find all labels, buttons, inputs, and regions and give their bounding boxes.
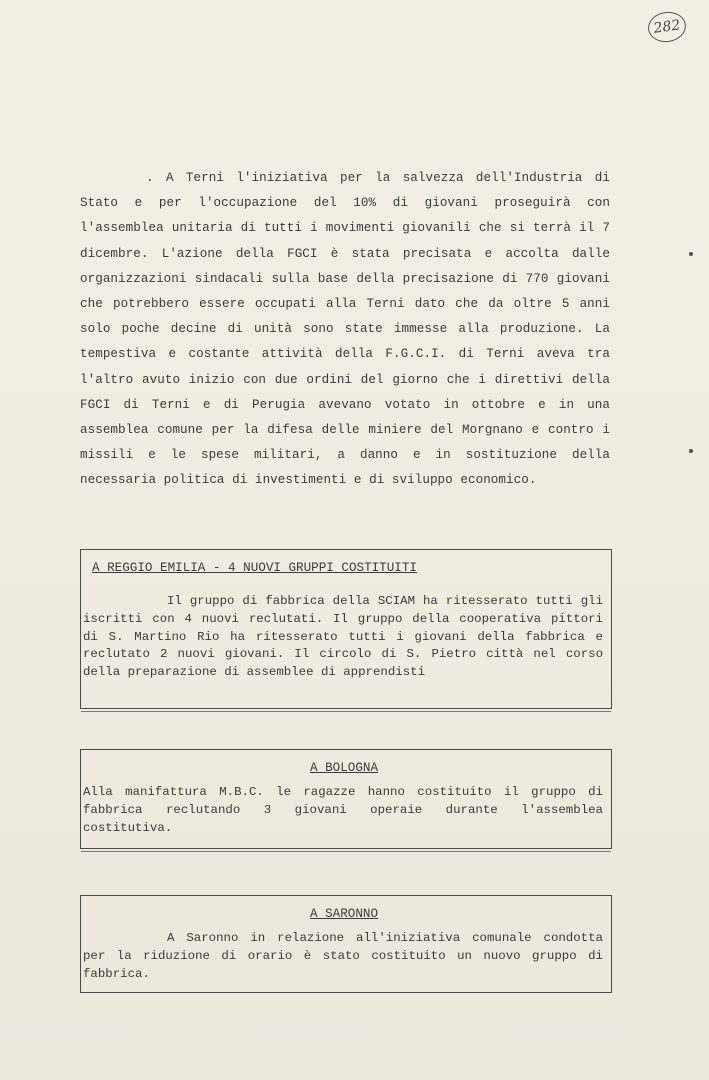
box-text: Il gruppo di fabbrica della SCIAM ha ritesserato tutti gli iscritti con 4 nuovi reclutati. Il gruppo della cooperativa pittori di S. Martino Rio ha ritesserato tutti i giovani della fabbrica e reclutato 2 nuovi giovani. Il circolo di S. Pietro città nel corso della preparazione di assemblee di apprendisti — [83, 594, 603, 680]
box-title: A SARONNO — [310, 907, 379, 921]
news-box-saronno — [80, 895, 612, 993]
main-paragraph: . A Terni l'iniziativa per la salvezza dell'Industria di Stato e per l'occupazione del 10% di giovani proseguirà con l'assemblea unitaria di tutti i movimenti giovanili che si terrà il 7 dicembre. L'azione della FGCI è stata precisata e accolta dalle organizzazioni sindacali sulla base della precisazione di 770 giovani che potrebbero essere occupati alla Terni dato che da oltre 5 anni solo poche decine di unità sono state immesse alla produzione. La tempestiva e costante attività della F.G.C.I. di Terni aveva tra l'altro avuto inizio con due ordini del giorno che i direttivi della FGCI di Terni e di Perugia avevano votato in ottobre e in una assemblea comune per la difesa delle miniere del Morgnano e contro i missili e le spese militari, a danno e in sostituzione della necessaria politica di investimenti e di sviluppo economico. — [80, 171, 610, 488]
box-title: A BOLOGNA — [310, 761, 379, 775]
box-text: A Saronno in relazione all'iniziativa comunale condotta per la riduzione di orario è stato costituito un nuovo gruppo di fabbrica. — [83, 931, 603, 981]
news-box-reggio-emilia — [80, 549, 612, 709]
margin-mark — [689, 449, 693, 453]
main-paragraph-block — [80, 166, 610, 494]
page-number-stamp: 282 — [646, 10, 688, 45]
box-title: A REGGIO EMILIA - 4 NUOVI GRUPPI COSTITUITI — [92, 561, 417, 575]
box-text: Alla manifattura M.B.C. le ragazze hanno costituito il gruppo di fabbrica reclutando 3 giovani operaie durante l'assemblea costitutiva. — [83, 785, 603, 835]
news-box-bologna — [80, 749, 612, 849]
margin-mark — [689, 252, 693, 256]
